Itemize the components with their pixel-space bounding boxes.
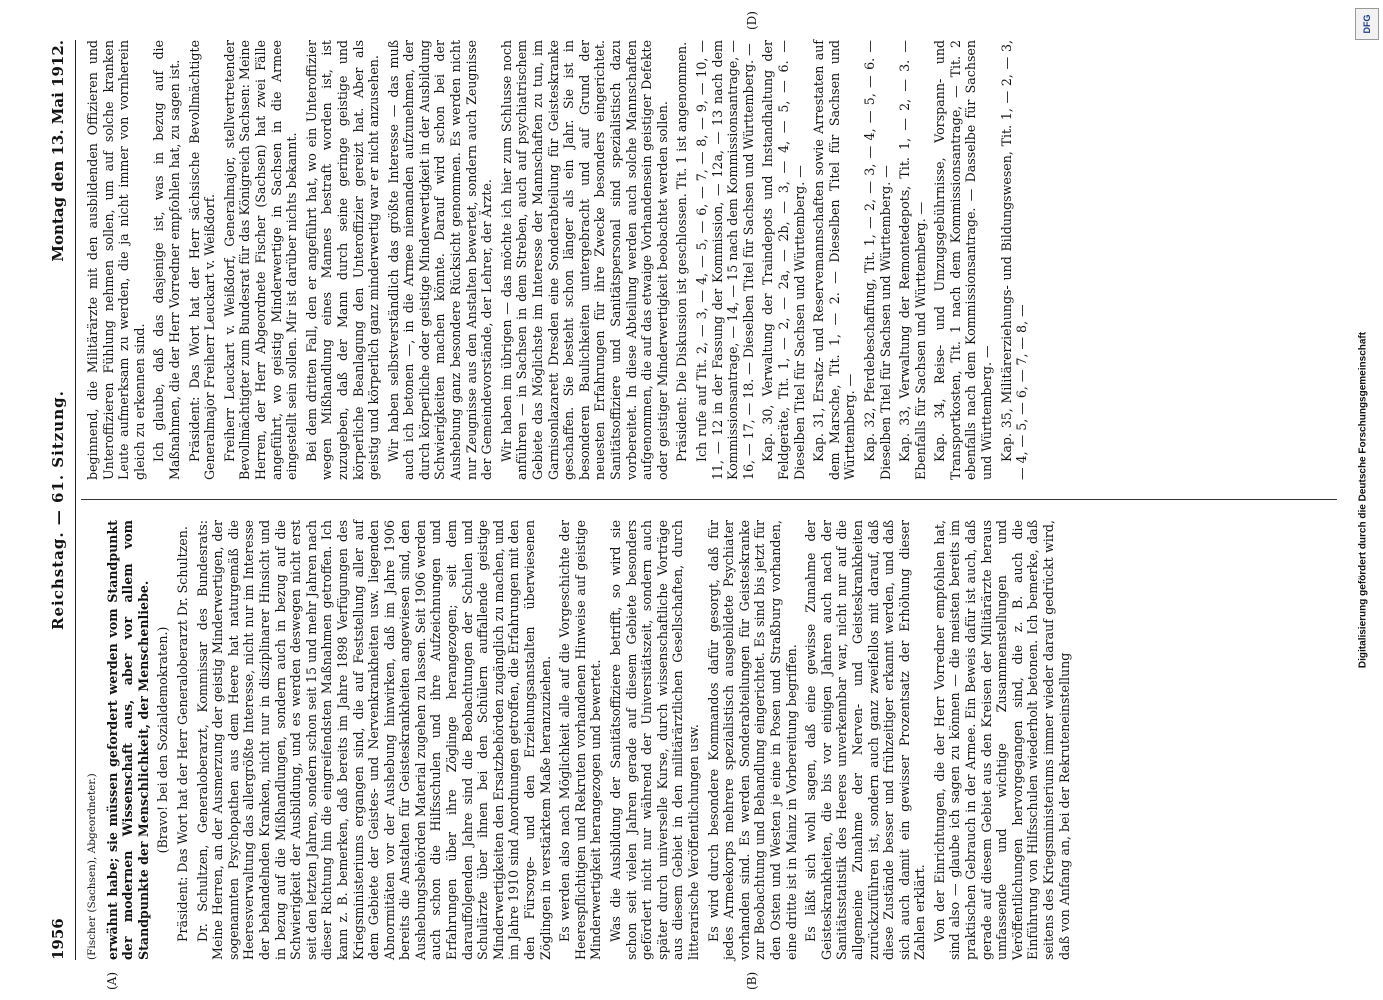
- left-column: [85, 520, 1335, 960]
- right-column-paragraph: beginnend, die Militärärzte mit den ausbildenden Offizieren und Unteroffizieren Fühlung nehmen sollen, um auf solche kranken Leute aufmerksam zu werden, die ja nicht immer von vornherein gleich zu erkennen sind.: [85, 40, 147, 480]
- left-column-paragraph: (Fischer (Sachsen), Abgeordneter.): [86, 773, 98, 960]
- right-column-paragraph: Wir haben selbstverständlich das größte Interesse — das muß auch ich betonen —, in die Armee niemanden aufzunehmen, der durch körperliche oder geistige Minderwertigkeit in der Ausbildung Schwierigkeiten machen könnte. Darauf wird schon bei der Aushebung ganz besondere Rücksicht genommen. Es werden nicht nur Zeugnisse aus den Anstalten bewertet, sondern auch Zeugnisse der Gemeindevorstände, der Lehrer, der Ärzte.: [385, 40, 495, 480]
- left-column-paragraph: Dr. Schultzen, Generaloberarzt, Kommissar des Bundesrats: Meine Herren, an der Ausmerzung der geistig Minderwertigen, der sogenannten Psychopathen aus dem Heere hat naturgemäß die Heeresverwaltung das allergrößte Interesse, nicht nur im Interesse der behandelnden Kranken, nicht nur in disziplinarer Hinsicht und in bezug auf die Mißhandlungen, sondern auch in bezug auf die Schwierigkeit der Ausbildung, und es werden deswegen nicht erst seit den letzten Jahren, sondern schon seit 15 und mehr Jahren nach dieser Richtung hin die eingreifendsten Maßnahmen getroffen. Ich kann z. B. bemerken, daß bereits im Jahre 1898 Verfügungen des Kriegsministeriums ergangen sind, die auf Feststellung aller auf dem Gebiete der Geistes- und Nervenkrankheiten usw. liegenden Abnormitäten vor der Aushebung hinwirken, daß im Jahre 1906 bereits die Anstalten für Geisteskrankheiten angewiesen sind, den Aushebungsbehörden Material zugehen zu lassen. Seit 1906 werden auch schon die Hilfsschulen und ihre Aufzeichnungen und Erfahrungen über ihre Zöglinge herangezogen; seit dem darauffolgenden Jahre sind die Beobachtungen der Schulen und Schulärzte über ihnen bei den Schülern auffallende geistige Minderwertigkeiten den Ersatzbehörden zugänglich zu machen, und im Jahre 1910 sind Anordnungen getroffen, die Erfahrungen mit den den Fürsorge- und den Erziehungsanstalten überwiesenen Zöglingen in verstärktem Maße heranzuziehen.: [194, 519, 553, 960]
- right-column-paragraph: Ich glaube, daß das dasjenige ist, was in bezug auf die Maßnahmen, die der Herr Vorredner empfohlen hat, zu sagen ist.: [151, 40, 182, 480]
- page-number: 1956: [49, 918, 67, 960]
- session-date: Montag den 13. Mai 1912.: [49, 40, 67, 262]
- right-column-paragraph: Präsident: Die Diskussion ist geschlossen. Tit. 1 ist angenommen.: [674, 41, 690, 462]
- right-column-paragraph: Kap. 30, Verwaltung der Traindepots und Instandhaltung der Feldgeräte, Tit. 1, — 2, — 2a, — 2b, — 3, — 4, — 5, — 6. — Dieselben Titel für Sachsen und Württemberg. —: [760, 40, 807, 480]
- page-header: [45, 40, 71, 960]
- left-column-paragraph: Präsident: Das Wort hat der Herr Generaloberarzt Dr. Schultzen.: [174, 526, 190, 942]
- column-separator: [81, 499, 1337, 500]
- left-column-paragraph: Es wird durch besondere Kommandos dafür gesorgt, daß für jedes Armeekorps mehrere spezialistisch ausgebildete Psychiater vorhanden sind. Es werden Sonderabteilungen für Geisteskranke zur Beobachtung und Behandlung eingerichtet. Es sind bis jetzt für den Osten und Westen je eine in Posen und Straßburg vorhanden, eine dritte ist in Mainz in Vorbereitung begriffen.: [705, 520, 799, 960]
- session-title: Reichstag. — 61. Sitzung.: [49, 390, 67, 630]
- margin-letter-b: (B): [745, 971, 759, 990]
- left-column-paragraph: erwähnt habe; sie müssen gefordert werden vom Standpunkt der modernen Wissenschaft aus, aber vor allem vom Standpunkte der Menschlichkeit, der Menschenliebe.: [104, 520, 151, 960]
- left-column-paragraph: Es läßt sich wohl sagen, daß eine gewisse Zunahme der Geisteskrankheiten, die bis vor einigen Jahren auch nach der Sanitätsstatistik des Heeres unverkennbar war, nicht nur auf die allgemeine Zunahme der Nerven- und Geisteskrankheiten zurückzuführen ist, sondern auch ganz zweifellos mit darauf, daß diese Zustände besser und frühzeitiger erkannt werden, und daß sich auch damit ein gewisser Prozentsatz der Erhöhung dieser Zahlen erklärt.: [803, 520, 928, 960]
- left-column-paragraph: Von der Einrichtungen, die der Herr Vorredner empfohlen hat, sind also — glaube ich sagen zu können — die meisten bereits im praktischen Gebrauch in der Armee. Ein Beweis dafür ist auch, daß gerade auf diesem Gebiet aus den Kreisen der Militärärzte heraus umfassende und wichtige Zusammenstellungen und Veröffentlichungen hervorgegangen sind, die z. B. auch die Einführung von Hilfsschulen wiederholt betonen. Ich bemerke, daß seitens des Kriegsministeriums immer wieder darauf gedrückt wird, daß von Anfang an, bei der Rekruteneinstellung: [931, 520, 1072, 960]
- left-column-paragraph: Es werden also nach Möglichkeit alle auf die Vorgeschichte der Heerespflichtigen und Rekruten vorhandenen Hinweise auf geistige Minderwertigkeit herangezogen und bewertet.: [557, 520, 604, 960]
- rotated-document-page: [45, 11, 1345, 990]
- digitization-credit: [1352, 10, 1374, 990]
- right-column-paragraph: Wir haben im übrigen — das möchte ich hier zum Schlusse noch anführen — in Sachsen in dem Streben, auch auf psychiatrischem Gebiete das Möglichste im Interesse der Mannschaften zu tun, im Garnisonlazarett Dresden eine Sonderabteilung für Geisteskranke geschaffen. Sie besteht schon länger als ein Jahr. Sie ist in besonderen Baulichkeiten untergebracht und auf Grund der neuesten Erfahrungen für ihre Zwecke besonders eingerichtet. Sanitätsoffiziere und Sanitätspersonal sind spezialistisch dazu vorbereitet. In diese Abteilung werden auch solche Mannschaften aufgenommen, die auf das etwaige Vorhandensein geistiger Defekte oder geistiger Minderwertigkeit beobachtet werden sollen.: [498, 40, 670, 480]
- margin-letter-a: (A): [105, 971, 119, 990]
- left-column-paragraph: Was die Ausbildung der Sanitätsoffiziere betrifft, so wird sie schon seit vielen Jahren gerade auf diesem Gebiete besonders gefördert nicht nur während der Universitätszeit, sondern auch später durch universelle Kurse, durch wissenschaftliche Vorträge aus diesem Gebiet in den militärärztlichen Gesellschaften, durch litterarische Veröffentlichungen usw.: [608, 520, 701, 960]
- margin-letter-d: (D): [745, 11, 759, 30]
- right-column-paragraph: Kap. 35, Militärerziehungs- und Bildungswesen, Tit. 1, — 2, — 3, — 4, — 5, — 6, — 7, — 8, —: [998, 40, 1030, 480]
- right-column-paragraph: Kap. 34, Reise- und Umzugsgebührnisse, Vorspann- und Transportkosten, Tit. 1 nach dem Kommissionsantrage, — Tit. 2 ebenfalls nach dem Kommissionsantrage. — Dasselbe für Sachsen und Württemberg. —: [932, 40, 995, 480]
- left-column-paragraph: (Bravo! bei den Sozialdemokraten.): [155, 626, 171, 854]
- right-column-paragraph: Ich rufe auf Tit. 2, — 3, — 4, — 5, — 6, — 7, — 8, — 9, — 10, — 11, — 12 in der Fassung der Kommission, — 12a, — 13 nach dem Kommissionsantrage, — 14, — 15 nach dem Kommissionsantrage, — 16, — 17, — 18. — Dieselben Titel für Sachsen und Württemberg. —: [693, 40, 756, 480]
- right-column-paragraph: Kap. 33, Verwaltung der Remontedepots, Tit. 1, — 2, — 3. — Ebenfalls für Sachsen und Württemberg. —: [897, 40, 928, 480]
- header-rule: [75, 40, 76, 960]
- right-column-paragraph: Kap. 31, Ersatz- und Reservemannschaften sowie Arrestaten auf dem Marsche, Tit. 1, — 2. — Dieselben Titel für Sachsen und Württemberg. —: [811, 40, 858, 480]
- right-column-paragraph: Freiherr Leuckart v. Weißdorf, Generalmajor, stellvertretender Bevollmächtigter zum Bundesrat für das Königreich Sachsen: Meine Herren, der Herr Abgeordnete Fischer (Sachsen) hat zwei Fälle angeführt, wo geistig Minderwertige in Sachsen in die Armee eingestellt sein sollen. Mir ist darüber nichts bekannt.: [221, 40, 300, 480]
- right-column-paragraph: Präsident: Das Wort hat der Herr sächsische Bevollmächtigte Generalmajor Freiherr Leuckart v. Weißdorf.: [186, 40, 218, 480]
- right-column-paragraph: Kap. 32, Pferdebeschaffung, Tit. 1, — 2, — 3, — 4, — 5, — 6. — Dieselben Titel für Sachsen und Württemberg. —: [861, 40, 893, 480]
- right-column-paragraph: Bei dem dritten Fall, den er angeführt hat, wo ein Unteroffizier wegen Mißhandlung eines Mannes bestraft worden ist, ist zuzugeben, daß der Mann durch seine geringe geistige und körperliche Beanlagung den Unteroffizier gereizt hat. Aber als geistig und körperlich ganz minderwertig war er nicht anzusehen.: [303, 40, 382, 480]
- digitization-credit-text: Digitalisierung gefördert durch die Deutsche Forschungsgemeinschaft: [1357, 331, 1369, 669]
- right-column: [85, 40, 1335, 480]
- dfg-logo: DFG: [1355, 8, 1379, 40]
